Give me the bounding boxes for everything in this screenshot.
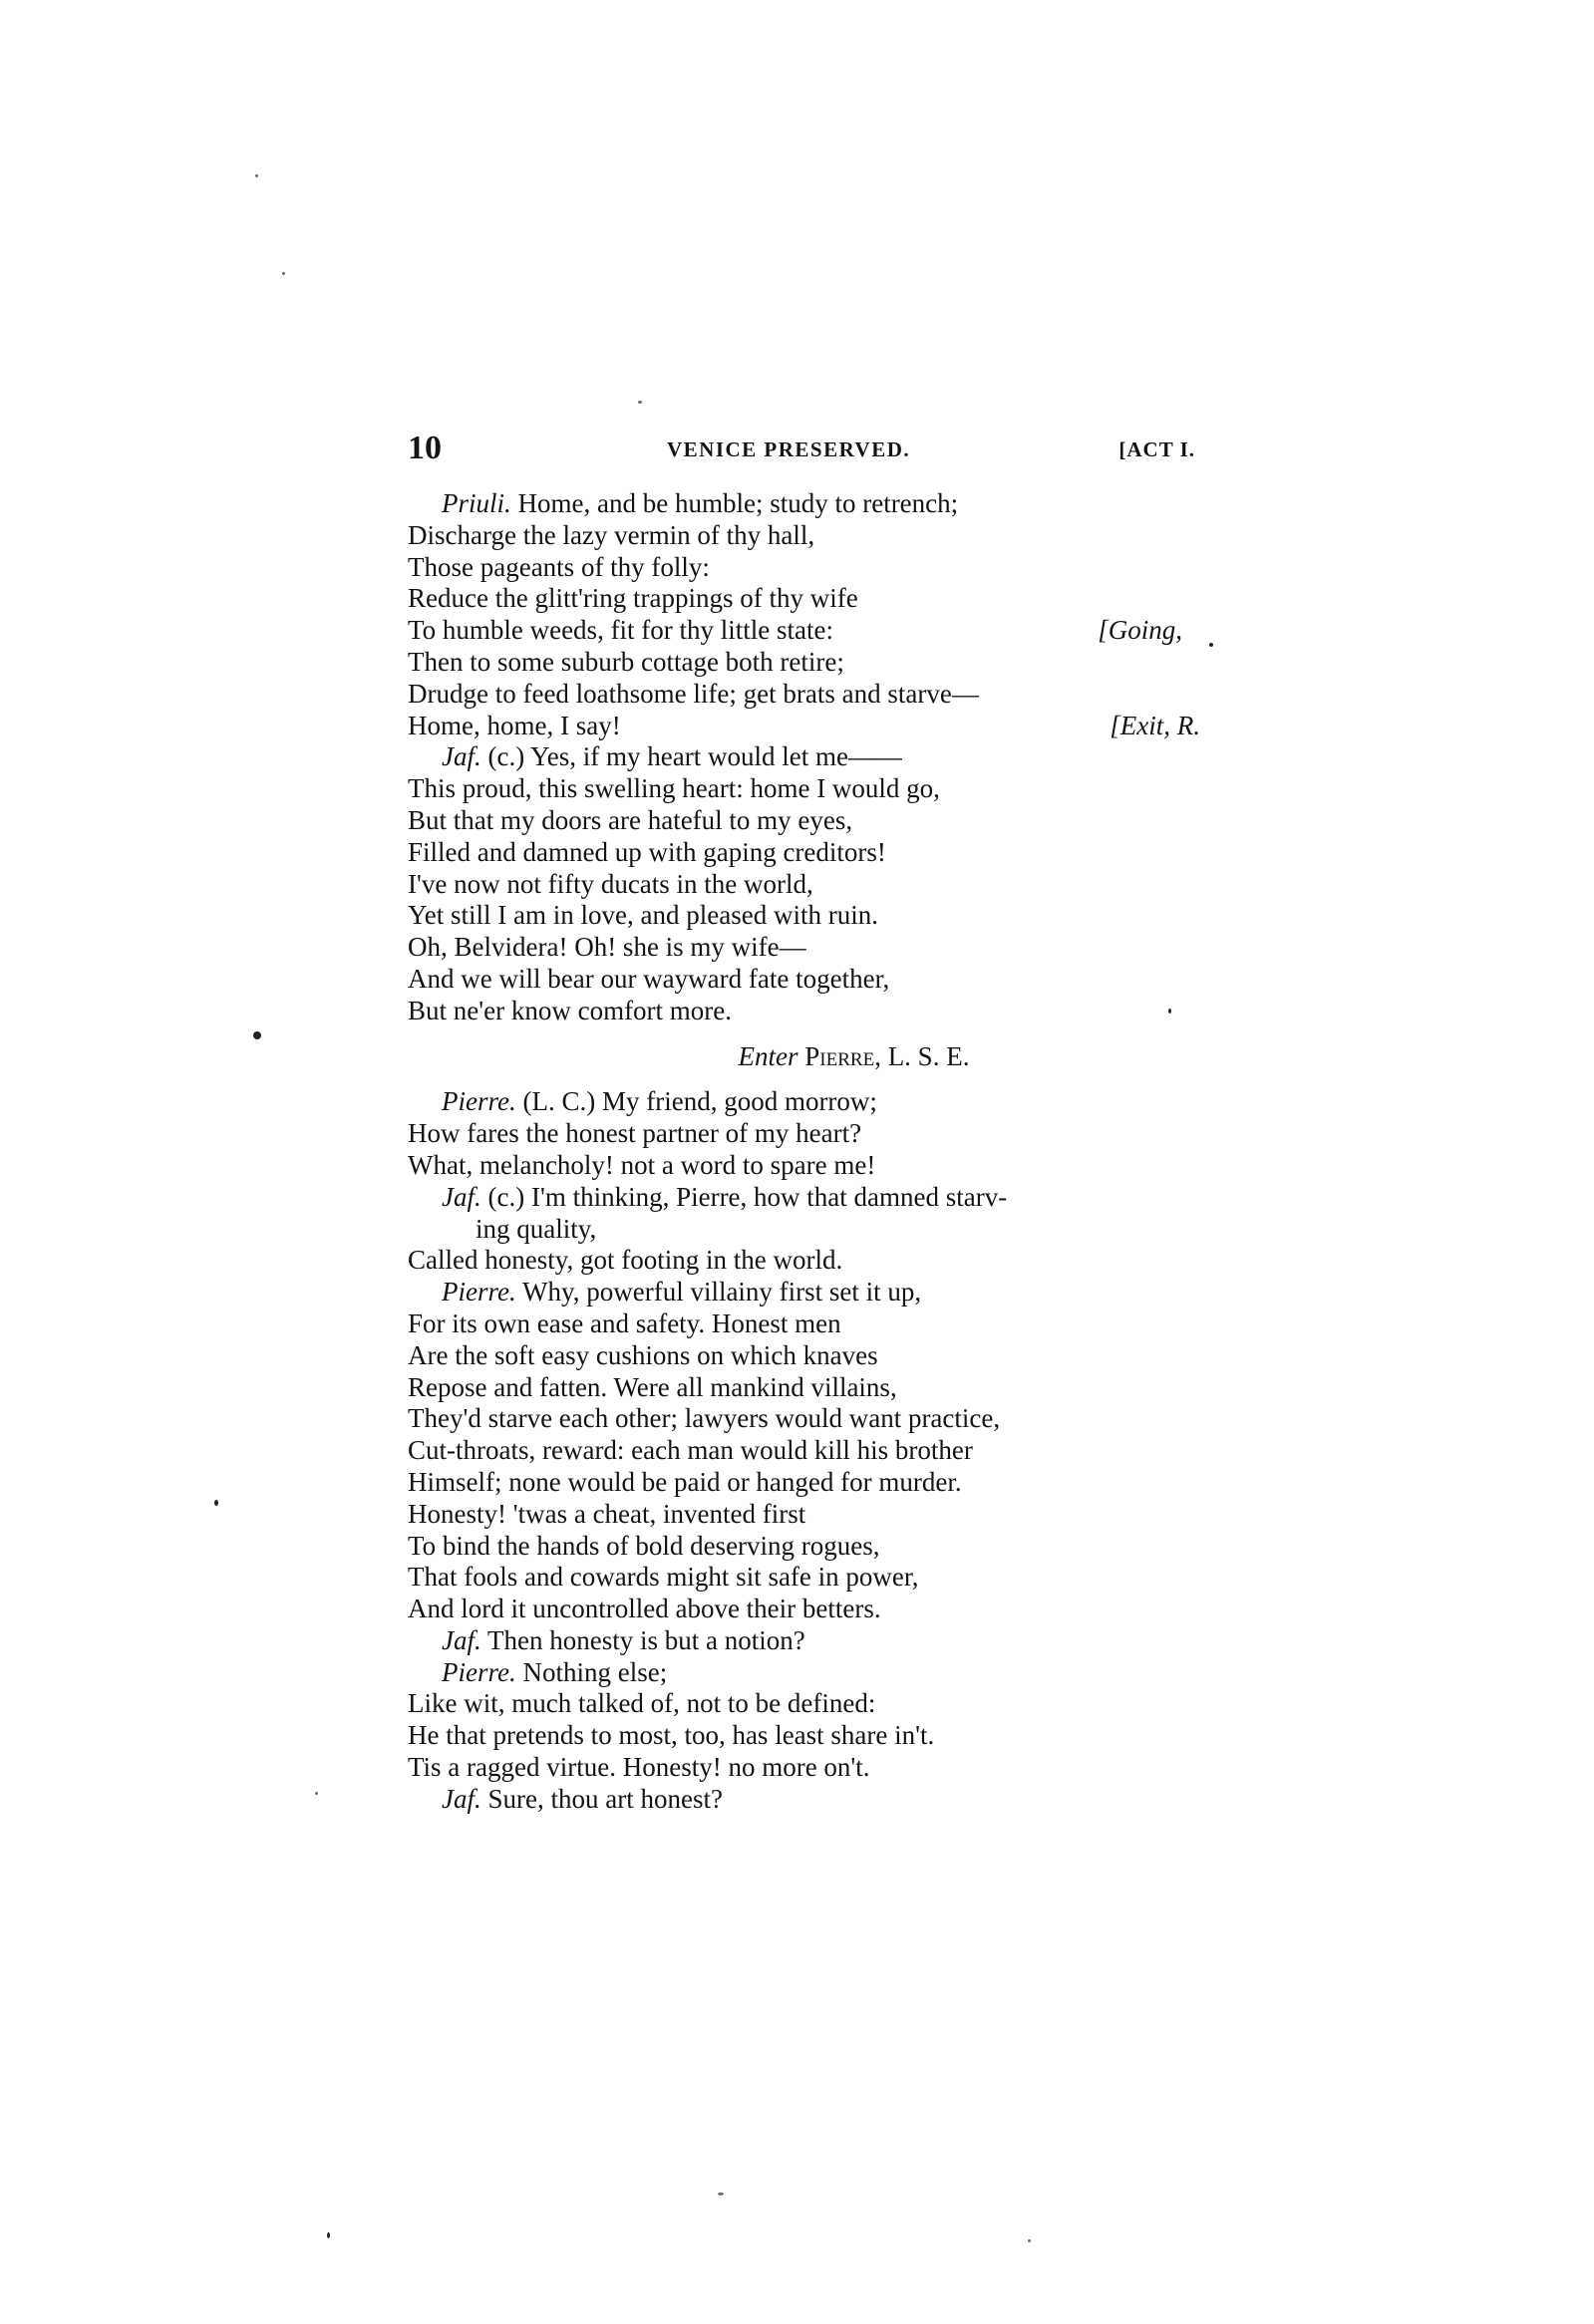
verse-line [408,1499,1200,1531]
spacer [408,1027,1200,1041]
line-text: Cut-throats, reward: each man would kill his brother [408,1435,973,1466]
paper-speck [718,2192,724,2195]
line-text: That fools and cowards might sit safe in power, [408,1562,919,1593]
verse-line [408,711,1200,742]
line-text: To humble weeds, fit for thy little state: [408,615,834,646]
verse-line [408,1562,1200,1594]
verse-line [408,869,1200,901]
line-text: I've now not fifty ducats in the world, [408,868,813,899]
verse-line [408,1182,1200,1214]
page-header [408,429,1195,468]
line-text: But that my doors are hateful to my eyes, [408,804,853,835]
line-text: Home, and be humble; study to retrench; [510,488,959,518]
verse-line [408,1214,1200,1246]
line-text: And we will bear our wayward fate together, [408,963,890,994]
speaker-name: Pierre. [442,1086,516,1117]
speaker-name: Jaf. [442,1624,481,1655]
stage-direction-exit: [Exit, R. [1110,710,1200,740]
line-text: He that pretends to most, too, has least share in't. [408,1720,935,1751]
line-text: They'd starve each other; lawyers would want practice, [408,1403,1001,1434]
line-text: Honesty! 'twas a cheat, invented first [408,1498,806,1529]
line-text: Why, powerful villainy first set it up, [515,1277,922,1307]
line-text: Tis a ragged virtue. Honesty! no more on't. [408,1752,870,1783]
verse-line [408,1118,1200,1150]
paper-speck [253,1031,261,1039]
paper-speck [1209,643,1213,647]
line-text: Are the soft easy cushions on which knaves [408,1339,878,1370]
line-text: Nothing else; [515,1656,668,1687]
line-text: (L. C.) My friend, good morrow; [515,1086,877,1117]
verse-line [408,1752,1200,1784]
paper-speck [1028,2239,1031,2242]
verse-line [408,615,1200,647]
line-text: How fares the honest partner of my heart? [408,1118,862,1149]
verse-line [408,1245,1200,1277]
speaker-name: Pierre. [442,1277,516,1307]
entry-position: , L. S. E. [874,1040,970,1071]
line-text: Reduce the glitt'ring trappings of thy wife [408,583,858,614]
verse-line [408,1308,1200,1340]
line-text: Called honesty, got footing in the world. [408,1245,843,1276]
spacer [408,1072,1200,1086]
verse-line [408,1340,1200,1372]
verse-line [408,552,1200,584]
act-marker: [ACT I. [1118,437,1195,461]
line-text: (c.) Yes, if my heart would let me—— [480,741,902,772]
verse-line [408,773,1200,805]
speaker-name: Jaf. [442,1181,481,1212]
verse-line [408,488,1200,520]
verse-line [408,647,1200,679]
verse-line [408,900,1200,932]
verse-line [408,964,1200,996]
paper-speck [214,1500,218,1506]
speaker-name: Jaf. [442,741,481,772]
line-text: Then honesty is but a notion? [480,1624,805,1655]
line-text: What, melancholy! not a word to spare me! [408,1149,876,1180]
verse-line [408,1784,1200,1816]
paper-speck [282,272,285,275]
play-text [408,488,1200,1816]
speaker-name: Priuli. [442,488,511,518]
speaker-name: Jaf. [442,1783,481,1814]
speaker-name: Pierre. [442,1656,516,1687]
entering-character: Pierre [804,1040,875,1071]
verse-line [408,583,1200,615]
verse-line [408,1372,1200,1404]
verse-line [408,1403,1200,1435]
running-title: VENICE PRESERVED. [667,437,911,461]
line-text: Sure, thou art honest? [480,1783,723,1814]
line-text: But ne'er know comfort more. [408,995,733,1025]
paper-speck [255,174,258,177]
line-text: To bind the hands of bold deserving rogues, [408,1530,880,1561]
verse-line [408,741,1200,773]
line-text: Drudge to feed loathsome life; get brats and starve— [408,678,979,709]
verse-line [408,805,1200,837]
verse-line [408,1467,1200,1499]
line-text: Himself; none would be paid or hanged for murder. [408,1466,962,1497]
line-text: Yet still I am in love, and pleased with ruin. [408,900,878,931]
line-text: Oh, Belvidera! Oh! she is my wife— [408,932,806,963]
verse-line [408,1531,1200,1563]
line-text: Then to some suburb cottage both retire; [408,646,844,677]
verse-line [408,1657,1200,1689]
verse-line [408,996,1200,1027]
line-text: This proud, this swelling heart: home I would go, [408,773,940,804]
enter-word: Enter [738,1040,798,1071]
line-text: ing quality, [476,1213,597,1244]
line-text: Home, home, I say! [408,710,621,740]
stage-direction-enter [408,1041,1200,1073]
line-text: And lord it uncontrolled above their betters. [408,1594,881,1624]
verse-line [408,679,1200,711]
line-text: Like wit, much talked of, not to be defined: [408,1688,876,1719]
line-text: Discharge the lazy vermin of thy hall, [408,519,815,550]
verse-line [408,1277,1200,1308]
verse-line [408,1086,1200,1118]
verse-line [408,837,1200,869]
line-text: For its own ease and safety. Honest men [408,1307,841,1338]
verse-line [408,1625,1200,1657]
verse-line [408,1720,1200,1752]
line-text: Repose and fatten. Were all mankind villains, [408,1371,897,1402]
paper-speck [327,2232,330,2238]
verse-line [408,1688,1200,1720]
line-text: Filled and damned up with gaping creditors! [408,836,886,867]
paper-speck [638,401,642,404]
verse-line [408,520,1200,552]
page-number: 10 [408,430,442,466]
verse-line [408,1435,1200,1467]
line-text: Those pageants of thy folly: [408,551,710,582]
verse-line [408,1150,1200,1182]
line-text: (c.) I'm thinking, Pierre, how that damned starv- [480,1181,1008,1212]
stage-direction-going: [Going, [1098,615,1182,646]
verse-line [408,932,1200,964]
paper-speck [315,1792,318,1795]
verse-line [408,1594,1200,1625]
